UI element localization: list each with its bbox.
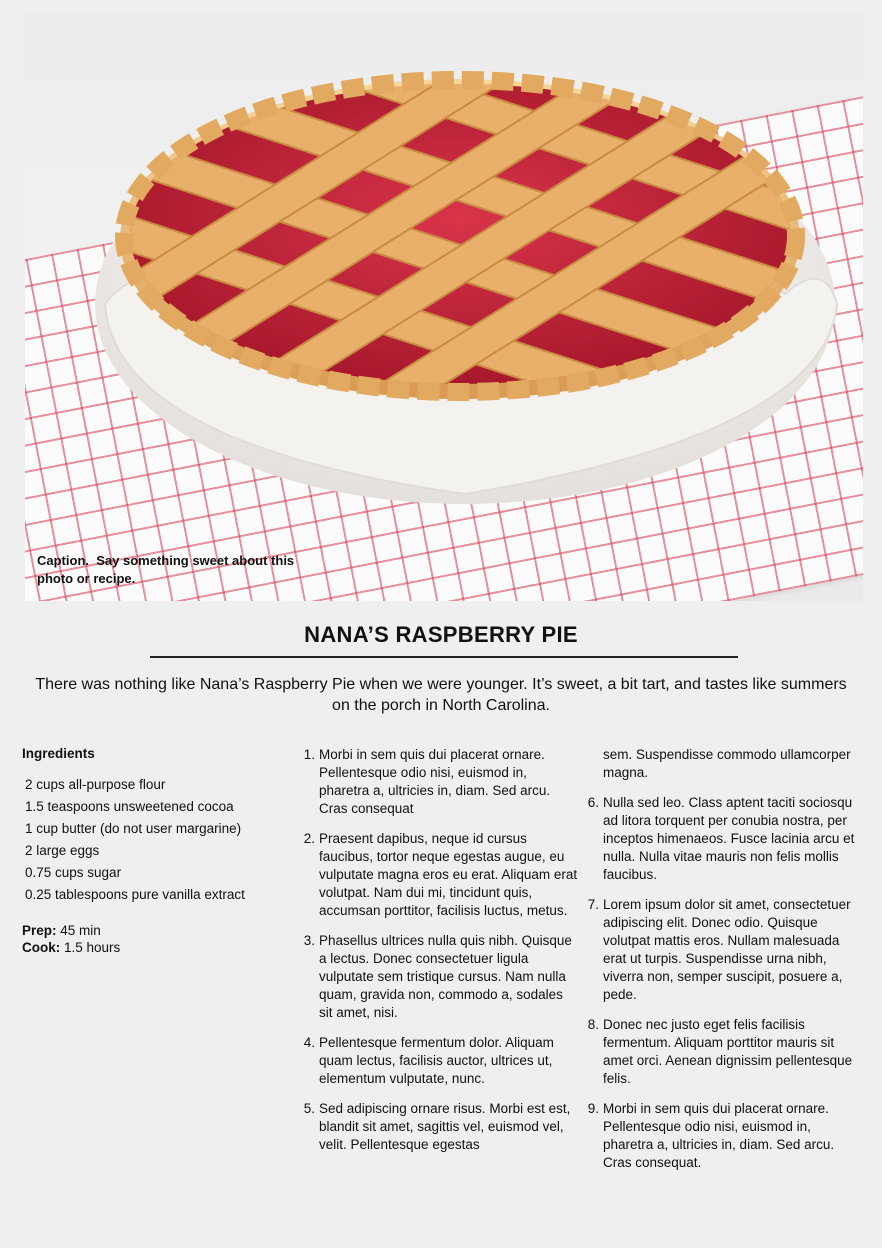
step-item	[586, 1100, 862, 1172]
steps-column-2	[586, 746, 862, 1184]
photo-caption	[37, 552, 307, 588]
step-item	[586, 794, 862, 884]
step-text: Phasellus ultrices nulla quis nibh. Quisque a lectus. Donec consectetuer ligula vulputate sem tristique cursus. Nam nulla quam, gravida non, commodo a, sodales sit amet, nisi.	[319, 933, 572, 1020]
step-number: 3.	[303, 933, 315, 948]
cook-value: 1.5 hours	[64, 940, 121, 955]
step-number: 6.	[587, 795, 599, 810]
prep-value: 45 min	[60, 923, 101, 938]
step-item	[302, 830, 580, 920]
ingredient-item: 0.75 cups sugar	[25, 865, 122, 880]
step-number: 9.	[587, 1101, 599, 1116]
step-number: 7.	[587, 897, 599, 912]
step-text: Morbi in sem quis dui placerat ornare. Pellentesque odio nisi, euismod in, pharetra a, ultricies in, diam. Sed arcu. Cras consequat	[319, 747, 551, 816]
step-text: Morbi in sem quis dui placerat ornare. Pellentesque odio nisi, euismod in, pharetra a, ultricies in, diam. Sed arcu. Cras consequat.	[603, 1101, 835, 1170]
recipe-times	[22, 922, 282, 956]
step-number: 4.	[303, 1035, 315, 1050]
pie-illustration	[85, 54, 845, 504]
step-text: Pellentesque fermentum dolor. Aliquam quam lectus, facilisis auctor, ultrices ut, elementum vulputate, nunc.	[319, 1035, 554, 1086]
step-number: 5.	[303, 1101, 315, 1116]
recipe-intro: There was nothing like Nana’s Raspberry Pie when we were younger. It’s sweet, a bit tart, and tastes like summers on the porch in North Carolina.	[35, 676, 847, 714]
step-number: 2.	[303, 831, 315, 846]
recipe-title: NANA’S RASPBERRY PIE	[304, 622, 578, 647]
recipe-photo	[25, 14, 863, 601]
ingredient-item: 2 cups all-purpose flour	[25, 777, 166, 792]
steps-column-1	[302, 746, 580, 1166]
step-text: Praesent dapibus, neque id cursus faucibus, tortor neque egestas augue, eu vulputate magna eros eu erat. Aliquam erat volutpat. Nam dui mi, tincidunt quis, accumsan porttitor, facilisis luctus, metus.	[319, 831, 578, 918]
ingredient-item: 2 large eggs	[25, 843, 100, 858]
step-text: Sed adipiscing ornare risus. Morbi est est, blandit sit amet, sagittis vel, euismod vel, velit. Pellentesque egestas	[319, 1101, 571, 1152]
prep-label: Prep:	[22, 923, 57, 938]
step-item	[586, 1016, 862, 1088]
step-text: Donec nec justo eget felis facilisis fermentum. Aliquam porttitor mauris sit amet orci. Aenean dignissim pellentesque felis.	[603, 1017, 853, 1086]
step-item	[302, 1034, 580, 1088]
ingredient-item: 1.5 teaspoons unsweetened cocoa	[25, 799, 234, 814]
prep-time	[22, 922, 282, 939]
step-item	[302, 1100, 580, 1154]
cook-time	[22, 939, 282, 956]
caption-label: Caption.	[37, 553, 89, 568]
caption-text: Say something sweet about this photo or recipe.	[37, 553, 295, 586]
title-divider	[150, 656, 738, 658]
ingredients-panel	[22, 746, 282, 956]
step-number: 8.	[587, 1017, 599, 1032]
cook-label: Cook:	[22, 940, 61, 955]
ingredient-item: 0.25 tablespoons pure vanilla extract	[25, 887, 245, 902]
step-text: sem. Suspendisse commodo ullamcorper magna.	[603, 747, 851, 780]
step-text: Nulla sed leo. Class aptent taciti sociosqu ad litora torquent per conubia nostra, per inceptos himenaeos. Fusce lacinia arcu et nulla. Nulla vitae mauris non felis mollis faucibus.	[603, 795, 855, 882]
step-item	[586, 896, 862, 1004]
step-text: Lorem ipsum dolor sit amet, consectetuer adipiscing elit. Donec odio. Quisque volutpat mattis eros. Nullam malesuada erat ut turpis. Suspendisse urna nibh, viverra non, semper suscipit, posuere a, pede.	[603, 897, 851, 1002]
step-number: 1.	[303, 747, 315, 762]
step-item	[302, 746, 580, 818]
step-continuation	[586, 746, 862, 782]
ingredients-list	[25, 774, 282, 906]
step-item	[302, 932, 580, 1022]
ingredient-item: 1 cup butter (do not user margarine)	[25, 821, 242, 836]
ingredients-heading: Ingredients	[22, 746, 95, 761]
